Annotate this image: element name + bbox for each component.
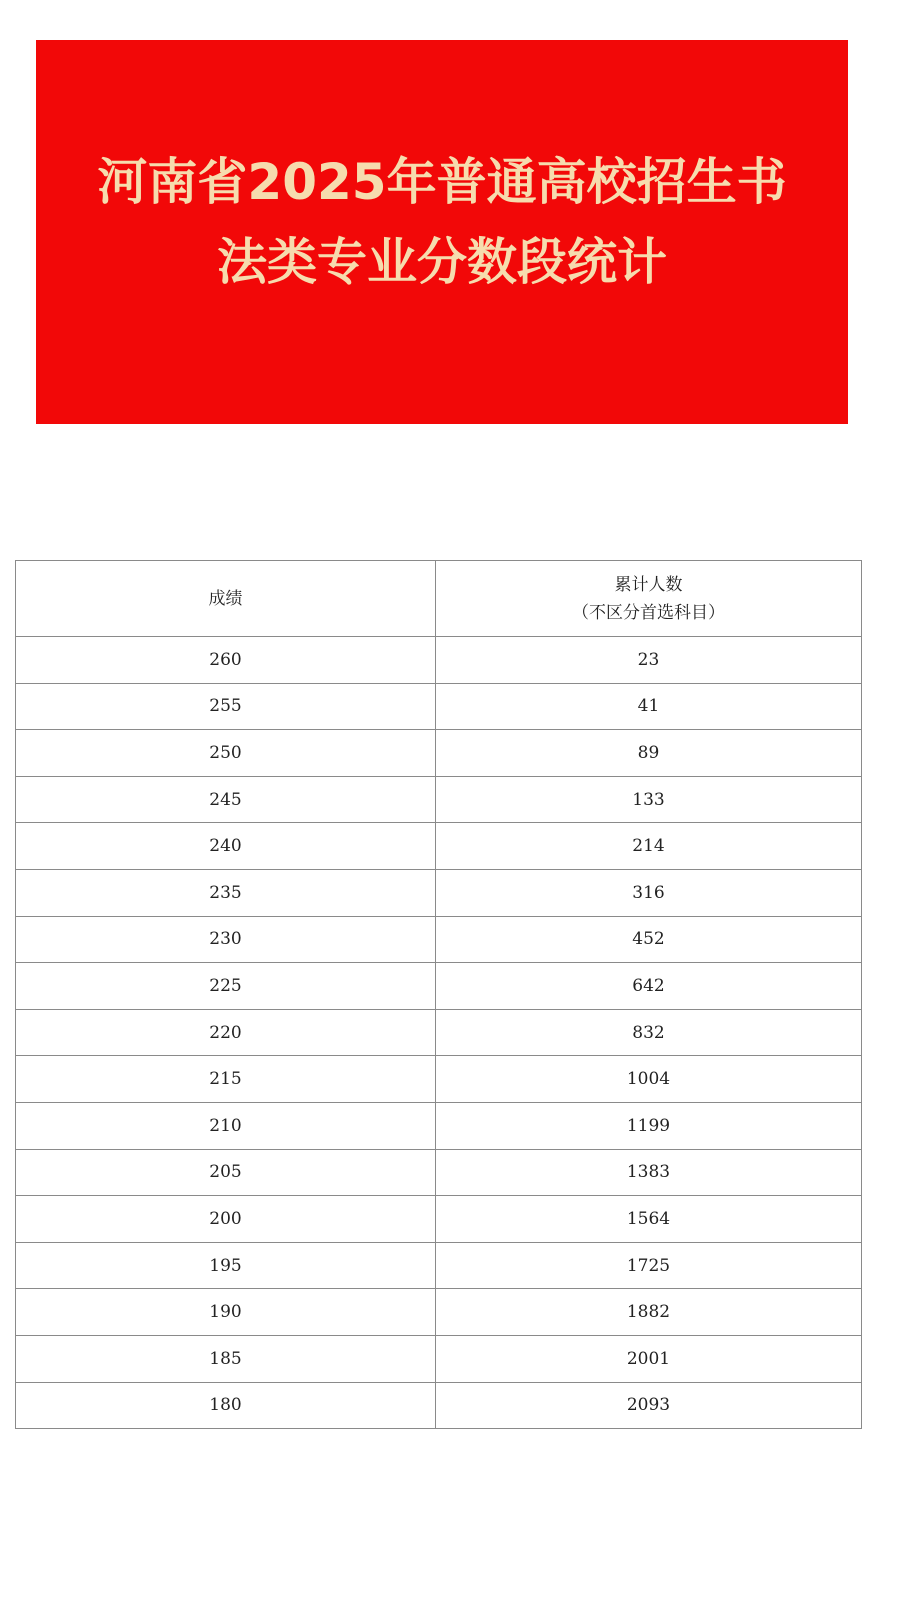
count-cell: 89: [436, 730, 862, 777]
count-cell: 1383: [436, 1149, 862, 1196]
count-header-sublabel: （不区分首选科目）: [572, 602, 725, 623]
count-cell: 832: [436, 1009, 862, 1056]
table-row: [16, 963, 862, 1010]
table-row: [16, 1102, 862, 1149]
table-row: [16, 1196, 862, 1243]
table-row: [16, 776, 862, 823]
table-row: [16, 1289, 862, 1336]
count-header-label: 累计人数: [614, 574, 683, 595]
count-cell: 2001: [436, 1335, 862, 1382]
table-row: [16, 730, 862, 777]
table-row: [16, 1149, 862, 1196]
table-row: [16, 683, 862, 730]
count-cell: 1882: [436, 1289, 862, 1336]
score-cell: 235: [16, 869, 436, 916]
score-cell: 180: [16, 1382, 436, 1429]
table-row: [16, 1335, 862, 1382]
score-column-header: [16, 561, 436, 637]
table-row: [16, 823, 862, 870]
score-cell: 205: [16, 1149, 436, 1196]
table-row: [16, 637, 862, 684]
score-cell: 185: [16, 1335, 436, 1382]
score-header-label: 成绩: [208, 588, 243, 609]
count-cell: 1004: [436, 1056, 862, 1103]
table-row: [16, 869, 862, 916]
count-cell: 642: [436, 963, 862, 1010]
count-cell: 214: [436, 823, 862, 870]
score-cell: 245: [16, 776, 436, 823]
score-cell: 255: [16, 683, 436, 730]
table-row: [16, 916, 862, 963]
count-cell: 23: [436, 637, 862, 684]
score-cell: 225: [16, 963, 436, 1010]
count-cell: 1199: [436, 1102, 862, 1149]
page-title: [52, 142, 832, 302]
score-cell: 190: [16, 1289, 436, 1336]
count-cell: 452: [436, 916, 862, 963]
score-cell: 230: [16, 916, 436, 963]
title-line-1: 河南省2025年普通高校招生书: [97, 153, 787, 211]
table-header-row: [16, 561, 862, 637]
count-cell: 41: [436, 683, 862, 730]
count-column-header: [436, 561, 862, 637]
score-cell: 210: [16, 1102, 436, 1149]
table-row: [16, 1009, 862, 1056]
count-cell: 1725: [436, 1242, 862, 1289]
score-cell: 260: [16, 637, 436, 684]
score-cell: 195: [16, 1242, 436, 1289]
count-cell: 2093: [436, 1382, 862, 1429]
score-cell: 240: [16, 823, 436, 870]
score-cell: 220: [16, 1009, 436, 1056]
title-banner: [36, 40, 848, 424]
table-row: [16, 1382, 862, 1429]
count-cell: 316: [436, 869, 862, 916]
score-cell: 200: [16, 1196, 436, 1243]
table-row: [16, 1056, 862, 1103]
score-cell: 250: [16, 730, 436, 777]
count-cell: 1564: [436, 1196, 862, 1243]
count-cell: 133: [436, 776, 862, 823]
score-cell: 215: [16, 1056, 436, 1103]
score-distribution-table: [15, 560, 862, 1429]
table-row: [16, 1242, 862, 1289]
title-line-2: 法类专业分数段统计: [217, 233, 667, 291]
